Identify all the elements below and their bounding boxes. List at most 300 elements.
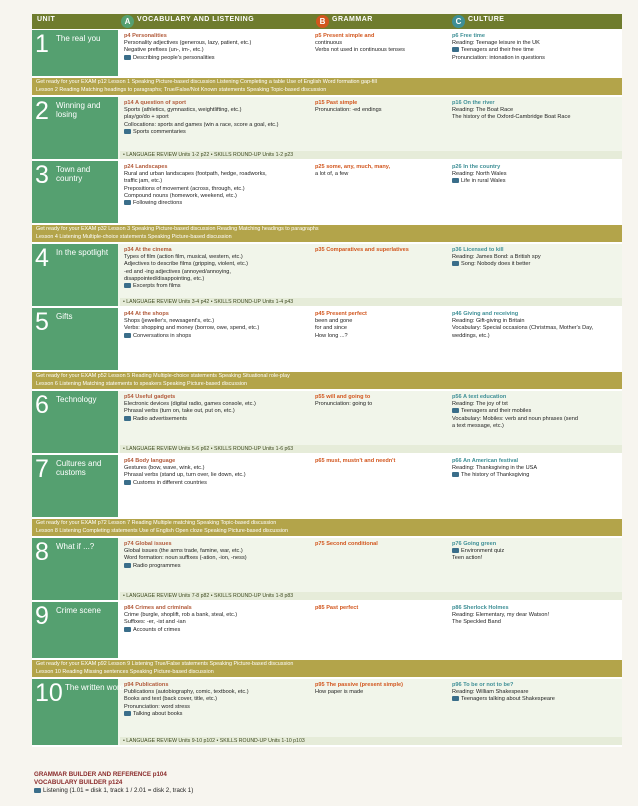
vocab-cell [124, 164, 294, 207]
lesson-text: Environment quiz [461, 548, 505, 555]
unit-title: In the spotlight [56, 248, 109, 257]
lesson-line [124, 269, 294, 276]
lesson-heading [124, 33, 294, 40]
lesson-text: p35 Comparatives and superlatives [315, 247, 409, 253]
lesson-line [124, 171, 294, 178]
review-bar: • LANGUAGE REVIEW Units 1-2 p22 • SKILLS ROUND-UP Units 1-2 p23 [120, 151, 622, 159]
lesson-heading [124, 605, 294, 612]
lesson-line [452, 401, 622, 408]
lesson-line [452, 254, 622, 261]
unit-number: 7 [35, 455, 49, 483]
lesson-text: Reading: Teenage leisure in the UK [452, 40, 540, 47]
lesson-line [124, 619, 294, 626]
unit-number: 5 [35, 308, 49, 336]
lesson-text: Phrasal verbs (turn on, take out, put on, etc.) [124, 408, 235, 415]
lesson-text: p54 Useful gadgets [124, 394, 176, 400]
lesson-text: The Speckled Band [452, 619, 501, 626]
lesson-heading [315, 247, 445, 254]
lesson-text: disappointed/disappointing, etc.) [124, 275, 205, 282]
lesson-line [124, 416, 294, 423]
lesson-text: Prepositions of movement (across, through, etc.) [124, 185, 245, 192]
lesson-line [452, 47, 622, 54]
lesson-text: p95 The passive (present simple) [315, 682, 403, 688]
lesson-line [124, 47, 294, 54]
unit-number: 2 [35, 97, 49, 125]
lesson-heading [452, 682, 622, 689]
lesson-line [124, 563, 294, 570]
lesson-heading [124, 100, 294, 107]
exam-strip-line: Get ready for your EXAM p92 Lesson 9 Listening True/False statements Speaking Picture-based discussion [36, 661, 294, 667]
exam-strip-line: Lesson 8 Listening Completing statements Use of English Open cloze Speaking Picture-based discussion [36, 527, 289, 534]
lesson-line [124, 480, 294, 487]
lesson-text: Reading: North Wales [452, 171, 507, 178]
unit-number: 6 [35, 391, 49, 419]
lesson-line [452, 408, 622, 415]
lesson-heading [315, 458, 445, 465]
lesson-line [124, 401, 294, 408]
lesson-text: Global issues (the arms trade, famine, war, etc.) [124, 548, 243, 555]
lesson-text: Rural and urban landscapes (footpath, hedge, roadworks, [124, 171, 267, 178]
lesson-line [452, 55, 622, 62]
lesson-text: p76 Going green [452, 541, 497, 547]
lesson-text: a text message, etc.) [452, 422, 504, 429]
lesson-heading [315, 164, 445, 171]
lesson-line [315, 689, 445, 696]
lesson-heading [124, 247, 294, 254]
lesson-text: How paper is made [315, 689, 364, 696]
lesson-line [124, 261, 294, 268]
lesson-text: p55 will and going to [315, 394, 371, 400]
lesson-line [315, 171, 445, 178]
lesson-heading [452, 605, 622, 612]
lesson-text: Sports commentaries [133, 128, 186, 135]
grammar-cell [315, 100, 445, 114]
lesson-line [452, 40, 622, 47]
lesson-text: Excerpts from films [133, 283, 181, 290]
unit-cell [32, 538, 118, 600]
lesson-text: p74 Global issues [124, 541, 172, 547]
listening-key-text: Listening (1.01 = disk 1, track 1 / 2.01 = disk 2, track 1) [43, 787, 194, 794]
unit-title: The written word [65, 683, 125, 692]
lesson-line [124, 472, 294, 479]
lesson-text: Electronic devices (digital radio, games console, etc.) [124, 401, 256, 408]
lesson-text: Accounts of crimes [133, 626, 181, 633]
lesson-line [452, 261, 622, 268]
lesson-text: Reading: James Bond: a British spy [452, 254, 541, 261]
unit-row [32, 455, 622, 519]
lesson-text: p25 some, any, much, many, [315, 164, 391, 170]
lesson-text: Reading: Thanksgiving in the USA [452, 465, 538, 472]
lesson-text: p26 In the country [452, 164, 501, 170]
lesson-text: Reading: Gift-giving in Britain [452, 318, 525, 325]
lesson-heading [315, 605, 445, 612]
lesson-text: Reading: Elementary, my dear Watson! [452, 612, 549, 619]
lesson-heading [452, 33, 622, 40]
lesson-text: Gestures (bow, wave, wink, etc.) [124, 465, 205, 472]
grammar-cell [315, 541, 445, 548]
vocab-cell [124, 394, 294, 423]
lesson-text: p65 must, mustn't and needn't [315, 458, 396, 464]
lesson-text: Publications (autobiography, comic, textbook, etc.) [124, 689, 249, 696]
culture-cell [452, 458, 622, 480]
lesson-line [124, 193, 294, 200]
lesson-text: traffic jam, etc.) [124, 178, 163, 185]
lesson-text: Teenagers and their mobiles [461, 408, 532, 415]
lesson-text: How long ...? [315, 332, 348, 339]
lesson-text: Reading: The joy of txt [452, 401, 508, 408]
lesson-text: p34 At the cinema [124, 247, 172, 253]
lesson-text: p4 Personalities [124, 33, 167, 39]
grammar-heading: GRAMMAR [332, 16, 373, 23]
footer [34, 771, 193, 795]
culture-cell [452, 247, 622, 269]
audio-icon [452, 472, 459, 477]
lesson-text: -ed and -ing adjectives (annoyed/annoying, [124, 268, 231, 275]
lesson-line [452, 416, 622, 423]
unit-cell [32, 244, 118, 306]
lesson-text: Personality adjectives (generous, lazy, patient, etc.) [124, 40, 252, 47]
unit-row [32, 391, 622, 455]
exam-strip [32, 372, 622, 391]
lesson-text: p84 Crimes and criminals [124, 605, 192, 611]
lesson-text: Customs in different countries [133, 479, 207, 486]
culture-cell [452, 33, 622, 62]
lesson-text: p44 At the shops [124, 311, 169, 317]
lesson-line [124, 200, 294, 207]
grammar-cell [315, 605, 445, 612]
grammar-cell [315, 311, 445, 340]
lesson-text: Phrasal verbs (stand up, turn over, lie down, etc.) [124, 472, 246, 479]
lesson-heading [315, 541, 445, 548]
lesson-line [124, 318, 294, 325]
lesson-heading [452, 247, 622, 254]
lesson-line [124, 408, 294, 415]
vocab-cell [124, 541, 294, 570]
lesson-line [452, 465, 622, 472]
lesson-text: Compound nouns (homework, weekend, etc.) [124, 192, 237, 199]
lesson-line [124, 711, 294, 718]
vocab-cell [124, 100, 294, 136]
audio-icon [124, 129, 131, 134]
audio-icon [452, 178, 459, 183]
lesson-line [124, 696, 294, 703]
unit-cell [32, 30, 118, 76]
unit-row [32, 97, 622, 161]
lesson-line [124, 689, 294, 696]
unit-cell [32, 97, 118, 159]
exam-strip [32, 78, 622, 97]
lesson-text: Reading: The Boat Race [452, 107, 514, 114]
unit-row [32, 161, 622, 225]
lesson-line [452, 107, 622, 114]
lesson-line [452, 472, 622, 479]
lesson-line [124, 325, 294, 332]
lesson-text: p24 Landscapes [124, 164, 168, 170]
audio-icon [124, 480, 131, 485]
lesson-line [124, 186, 294, 193]
lesson-text: been and gone [315, 318, 353, 325]
lesson-line [124, 254, 294, 261]
audio-icon [124, 283, 131, 288]
vocab-heading: VOCABULARY AND LISTENING [137, 16, 255, 23]
lesson-line [124, 122, 294, 129]
lesson-heading [315, 311, 445, 318]
unit-title: Winning and losing [56, 101, 101, 119]
grammar-cell [315, 164, 445, 178]
lesson-heading [124, 541, 294, 548]
lesson-line [452, 114, 622, 121]
culture-heading: CULTURE [468, 16, 505, 23]
lesson-heading [452, 164, 622, 171]
unit-cell [32, 391, 118, 453]
grammar-cell [315, 682, 445, 696]
lesson-text: p15 Past simple [315, 100, 358, 106]
lesson-line [452, 325, 622, 332]
lesson-line [452, 318, 622, 325]
section-c-badge: C [452, 15, 465, 28]
unit-title: The real you [56, 34, 101, 43]
grammar-cell [315, 394, 445, 408]
lesson-text: Negative prefixes (un-, im-, etc.) [124, 47, 204, 54]
lesson-text: Pronunciation: intonation in questions [452, 54, 545, 61]
lesson-line [452, 612, 622, 619]
lesson-text: p56 A text education [452, 394, 507, 400]
lesson-line [124, 283, 294, 290]
lesson-line [124, 40, 294, 47]
unit-row [32, 602, 622, 660]
section-a-badge: A [121, 15, 134, 28]
exam-strip-line: Lesson 2 Reading Matching headings to paragraphs; True/False/Not Known statements Speaking Topic-based discussion [36, 86, 327, 93]
lesson-text: Books and text (back cover, title, etc.) [124, 696, 217, 703]
lesson-text: Radio programmes [133, 562, 181, 569]
audio-icon [124, 333, 131, 338]
lesson-heading [315, 682, 445, 689]
contents-table [32, 14, 622, 747]
lesson-text: continuous [315, 40, 343, 47]
audio-icon [452, 408, 459, 413]
lesson-line [124, 627, 294, 634]
culture-cell [452, 311, 622, 340]
lesson-text: Adjectives to describe films (gripping, violent, etc.) [124, 261, 249, 268]
culture-cell [452, 682, 622, 704]
lesson-text: Talking about books [133, 710, 183, 717]
unit-row [32, 538, 622, 602]
lesson-text: Sports (athletics, gymnastics, weightlifting, etc.) [124, 107, 242, 114]
lesson-text: Collocations: sports and games (win a race, score a goal, etc.) [124, 121, 279, 128]
table-header [32, 14, 622, 30]
section-b-badge: B [316, 15, 329, 28]
lesson-text: Suffixes: -er, -ist and -ian [124, 619, 186, 626]
exam-strip [32, 519, 622, 538]
lesson-line [452, 555, 622, 562]
unit-row [32, 244, 622, 308]
culture-cell [452, 164, 622, 186]
exam-strip-line: Lesson 10 Reading Missing sentences Speaking Picture-based discussion [36, 668, 214, 675]
lesson-text: play/go/do + sport [124, 114, 169, 121]
unit-number: 4 [35, 244, 49, 272]
lesson-text: p94 Publications [124, 682, 169, 688]
unit-title: What if ...? [56, 542, 95, 551]
unit-number: 9 [35, 602, 49, 630]
lesson-text: weddings, etc.) [452, 332, 490, 339]
lesson-heading [124, 458, 294, 465]
unit-cell [32, 308, 118, 370]
lesson-line [124, 555, 294, 562]
exam-strip [32, 225, 622, 244]
unit-row [32, 308, 622, 372]
lesson-text: Shops (jeweller's, newsagent's, etc.) [124, 318, 215, 325]
audio-icon [124, 416, 131, 421]
unit-number: 10 [35, 679, 63, 707]
lesson-line [124, 276, 294, 283]
audio-icon [452, 47, 459, 52]
lesson-text: p45 Present perfect [315, 311, 367, 317]
unit-cell [32, 455, 118, 517]
lesson-text: Radio advertisements [133, 415, 188, 422]
lesson-line [452, 423, 622, 430]
lesson-text: Conversations in shops [133, 332, 192, 339]
vocab-cell [124, 33, 294, 62]
audio-icon [124, 200, 131, 205]
exam-strip-line: Get ready for your EXAM p52 Lesson 5 Reading Multiple-choice statements Speaking Situational role-play [36, 373, 290, 379]
lesson-heading [452, 394, 622, 401]
unit-title: Gifts [56, 312, 73, 321]
lesson-text: p66 An American festival [452, 458, 519, 464]
lesson-line [124, 107, 294, 114]
lesson-text: p86 Sherlock Holmes [452, 605, 509, 611]
lesson-text: Pronunciation: word stress [124, 703, 190, 710]
audio-icon [124, 711, 131, 716]
lesson-text: Types of film (action film, musical, western, etc.) [124, 254, 243, 261]
exam-strip-line: Get ready for your EXAM p12 Lesson 1 Speaking Picture-based discussion Listening Completing a table Use of English Word formation gap-fill [36, 79, 377, 85]
review-bar: • LANGUAGE REVIEW Units 9-10 p102 • SKILLS ROUND-UP Units 1-10 p103 [120, 737, 622, 745]
lesson-line [315, 333, 445, 340]
vocab-cell [124, 311, 294, 340]
vocab-cell [124, 605, 294, 634]
culture-cell [452, 394, 622, 430]
lesson-text: p75 Second conditional [315, 541, 378, 547]
lesson-text: Verbs not used in continuous tenses [315, 47, 405, 54]
grammar-cell [315, 33, 445, 55]
vocab-builder-ref: VOCABULARY BUILDER p124 [34, 779, 123, 786]
exam-strip-line: Get ready for your EXAM p72 Lesson 7 Reading Multiple matching Speaking Topic-based discussion [36, 520, 277, 526]
lesson-text: p5 Present simple and [315, 33, 375, 39]
lesson-line [452, 696, 622, 703]
culture-cell [452, 541, 622, 563]
lesson-text: The history of Thanksgiving [461, 472, 530, 479]
exam-strip-line: Lesson 6 Listening Matching statements to speakers Speaking Picture-based discussion [36, 380, 247, 387]
lesson-line [315, 401, 445, 408]
review-bar: • LANGUAGE REVIEW Units 3-4 p42 • SKILLS ROUND-UP Units 1-4 p43 [120, 298, 622, 306]
lesson-heading [452, 100, 622, 107]
lesson-text: Verbs: shopping and money (borrow, owe, spend, etc.) [124, 325, 260, 332]
unit-row [32, 679, 622, 747]
audio-icon [452, 548, 459, 553]
lesson-text: p96 To be or not to be? [452, 682, 514, 688]
audio-icon [452, 261, 459, 266]
lesson-text: p64 Body language [124, 458, 176, 464]
lesson-heading [315, 33, 445, 40]
lesson-heading [452, 541, 622, 548]
lesson-heading [124, 682, 294, 689]
lesson-line [124, 333, 294, 340]
lesson-text: Crime (burgle, shoplift, rob a bank, steal, etc.) [124, 612, 238, 619]
lesson-text: p85 Past perfect [315, 605, 359, 611]
lesson-text: Teenagers and their free time [461, 47, 534, 54]
unit-title: Town and country [56, 165, 91, 183]
lesson-heading [124, 311, 294, 318]
lesson-heading [124, 394, 294, 401]
lesson-text: p6 Free time [452, 33, 485, 39]
lesson-line [124, 704, 294, 711]
unit-number: 3 [35, 161, 49, 189]
lesson-text: Vocabulary: Special occasions (Christmas, Mother's Day, [452, 325, 594, 332]
grammar-builder-ref: GRAMMAR BUILDER AND REFERENCE p104 [34, 771, 167, 778]
audio-icon [452, 696, 459, 701]
lesson-line [124, 548, 294, 555]
lesson-text: Describing people's personalities [133, 54, 215, 61]
lesson-heading [452, 311, 622, 318]
lesson-text: Teenagers talking about Shakespeare [461, 696, 555, 703]
audio-icon [124, 627, 131, 632]
lesson-heading [124, 164, 294, 171]
lesson-line [452, 178, 622, 185]
lesson-text: Life in rural Wales [461, 178, 506, 185]
table-body [32, 30, 622, 747]
lesson-text: a lot of, a few [315, 171, 349, 178]
unit-number: 1 [35, 30, 49, 58]
lesson-heading [315, 100, 445, 107]
lesson-line [452, 689, 622, 696]
lesson-line [124, 612, 294, 619]
lesson-text: p16 On the river [452, 100, 495, 106]
audio-icon [34, 788, 41, 793]
unit-heading: UNIT [37, 16, 56, 23]
lesson-heading [452, 458, 622, 465]
unit-title: Crime scene [56, 606, 101, 615]
lesson-text: Song: Nobody does it better [461, 261, 531, 268]
lesson-text: Pronunciation: going to [315, 401, 373, 408]
culture-cell [452, 100, 622, 122]
lesson-line [452, 548, 622, 555]
unit-cell [32, 602, 118, 658]
listening-key [34, 787, 193, 795]
unit-title: Cultures and customs [56, 459, 102, 477]
lesson-line [452, 171, 622, 178]
unit-number: 8 [35, 538, 49, 566]
lesson-heading [315, 394, 445, 401]
grammar-cell [315, 247, 445, 254]
lesson-text: Following directions [133, 200, 183, 207]
review-bar: • LANGUAGE REVIEW Units 7-8 p82 • SKILLS ROUND-UP Units 1-8 p83 [120, 592, 622, 600]
lesson-line [124, 129, 294, 136]
unit-cell [32, 679, 125, 745]
culture-cell [452, 605, 622, 627]
lesson-line [315, 107, 445, 114]
lesson-line [315, 318, 445, 325]
lesson-text: The history of the Oxford-Cambridge Boat Race [452, 114, 571, 121]
lesson-text: p14 A question of sport [124, 100, 187, 106]
lesson-text: p36 Licensed to kill [452, 247, 504, 253]
lesson-line [315, 47, 445, 54]
lesson-line [452, 333, 622, 340]
unit-cell [32, 161, 118, 223]
unit-title: Technology [56, 395, 97, 404]
lesson-line [315, 40, 445, 47]
lesson-text: Word formation: noun suffixes (-ation, -ion, -ness) [124, 555, 247, 562]
lesson-text: Vocabulary: Mobiles: verb and noun phrases (send [452, 415, 578, 422]
lesson-text: for and since [315, 325, 348, 332]
